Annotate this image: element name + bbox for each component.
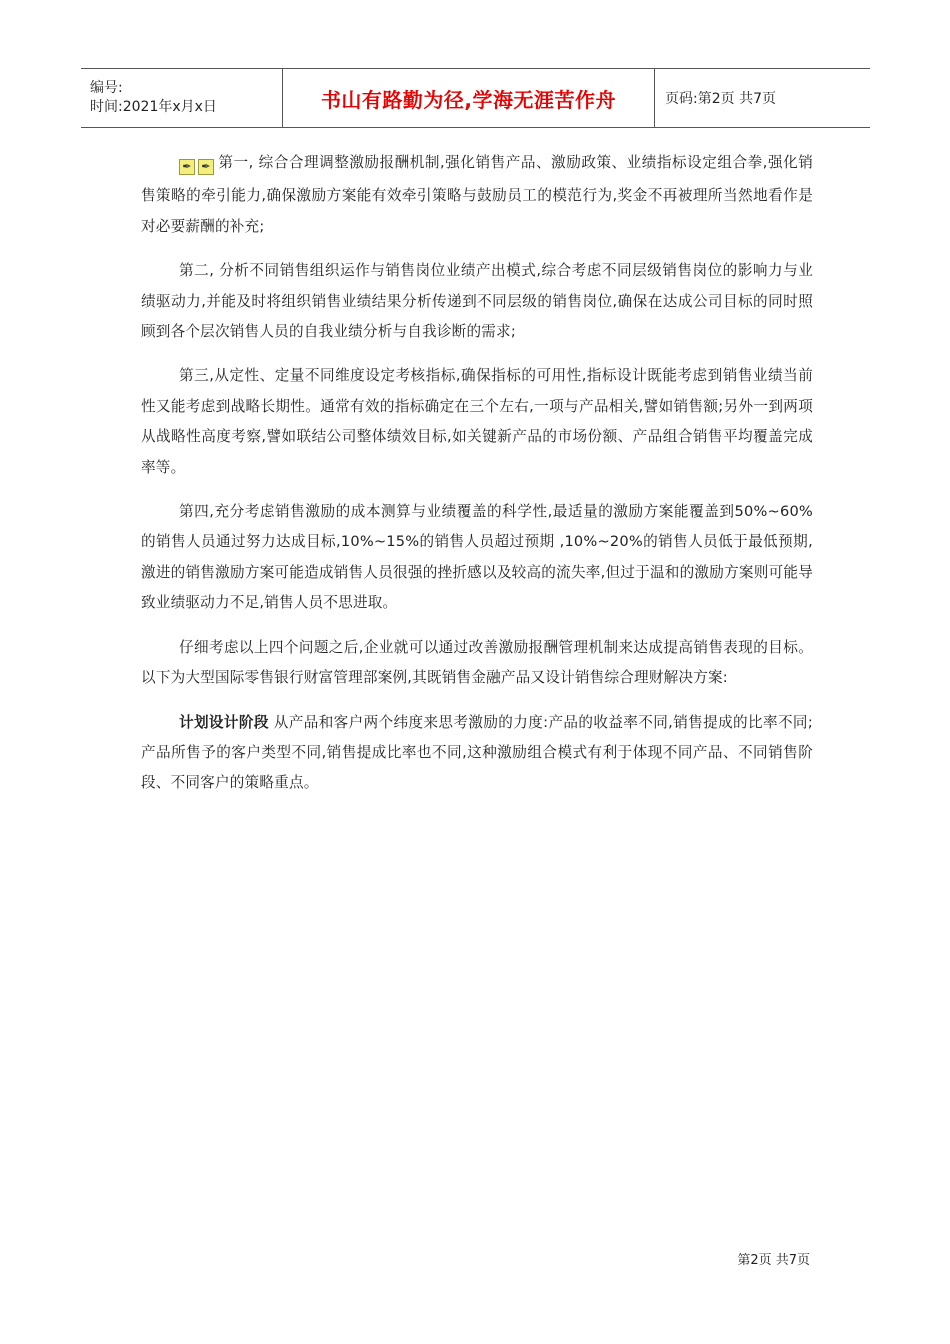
page-footer: [737, 1249, 810, 1268]
link-icon[interactable]: ✒: [198, 159, 214, 175]
paragraph-text: 第三,从定性、定量不同维度设定考核指标,确保指标的可用性,指标设计既能考虑到销售业绩当前性又能考虑到战略长期性。通常有效的指标确定在三个左右,一项与产品相关,譬如销售额;另外一到两项从战略性高度考察,譬如联结公司整体绩效目标,如关键新产品的市场份额、产品组合销售平均覆盖完成率等。: [141, 367, 813, 476]
doc-number-label: 编号:: [90, 80, 123, 96]
inline-icons: [179, 151, 217, 181]
document-body: [141, 148, 813, 813]
date-label: 时间:2021年x月x日: [90, 99, 217, 115]
paragraph-5: [141, 633, 813, 694]
paragraph-4: [141, 497, 813, 619]
header-motto: 书山有路勤为径,学海无涯苦作舟: [320, 87, 617, 112]
paragraph-text: 第四,充分考虑销售激励的成本测算与业绩覆盖的科学性,最适量的激励方案能覆盖到50%~60%的销售人员通过努力达成目标,10%~15%的销售人员超过预期 ,10%~20%的销售人员低于最低预期,激进的销售激励方案可能造成销售人员很强的挫折感以及较高的流失率,但过于温和的激励方案则可能导致业绩驱动力不足,销售人员不思进取。: [141, 503, 813, 612]
paragraph-text: 从产品和客户两个纬度来思考激励的力度:产品的收益率不同,销售提成的比率不同;产品所售予的客户类型不同,销售提成比率也不同,这种激励组合模式有利于体现不同产品、不同销售阶段、不同客户的策略重点。: [141, 713, 813, 792]
paragraph-text: 第一, 综合合理调整激励报酬机制,强化销售产品、激励政策、业绩指标设定组合拳,强化销售策略的牵引能力,确保激励方案能有效牵引策略与鼓励员工的模范行为,奖金不再被理所当然地看作是对必要薪酬的补充;: [141, 154, 813, 235]
header-meta: [81, 69, 282, 127]
paragraph-text: 仔细考虑以上四个问题之后,企业就可以通过改善激励报酬管理机制来达成提高销售表现的目标。以下为大型国际零售银行财富管理部案例,其既销售金融产品又设计销售综合理财解决方案:: [141, 638, 813, 687]
paragraph-lead: 计划设计阶段: [179, 713, 269, 731]
footer-page-number: 第2页 共7页: [737, 1253, 810, 1268]
paragraph-2: [141, 256, 813, 347]
paragraph-1: [141, 148, 813, 242]
paragraph-text: 第二, 分析不同销售组织运作与销售岗位业绩产出模式,综合考虑不同层级销售岗位的影响力与业绩驱动力,并能及时将组织销售业绩结果分析传递到不同层级的销售岗位,确保在达成公司目标的同时照顾到各个层次销售人员的自我业绩分析与自我诊断的需求;: [141, 262, 813, 341]
header-motto-cell: [282, 69, 655, 127]
header-page-number: 页码:第2页 共7页: [665, 91, 776, 107]
page-header: [81, 68, 870, 128]
header-page-cell: [655, 69, 870, 127]
paragraph-6: [141, 708, 813, 799]
link-icon[interactable]: ✒: [179, 159, 195, 175]
paragraph-3: [141, 361, 813, 483]
